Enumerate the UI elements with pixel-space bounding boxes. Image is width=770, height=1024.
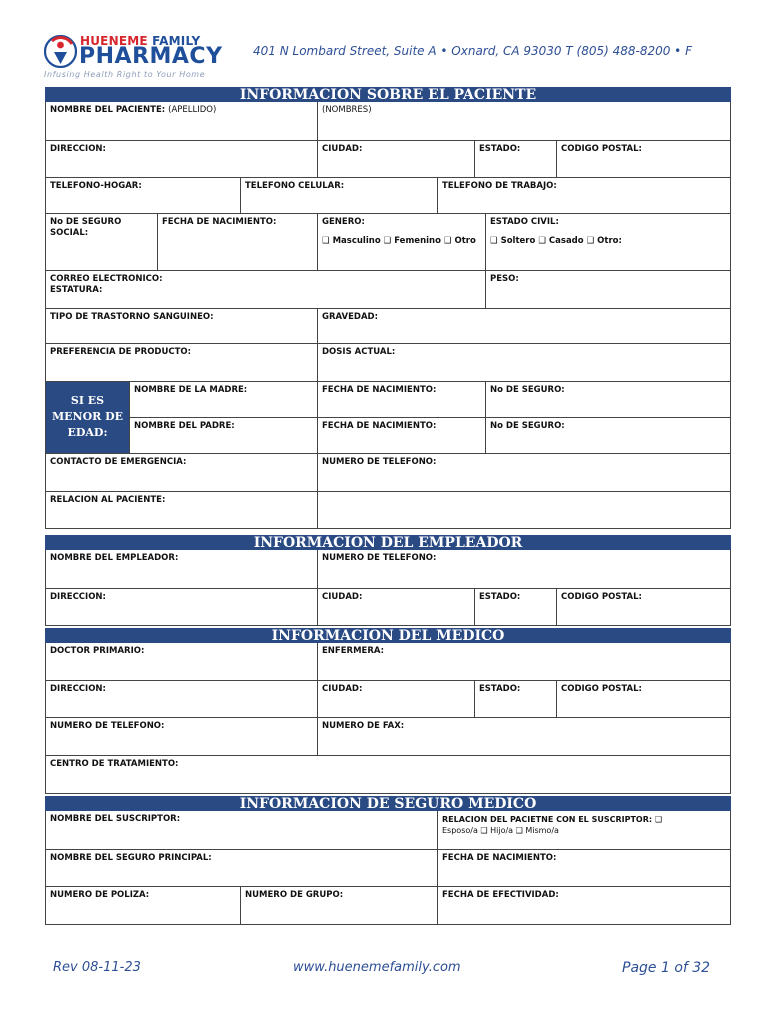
doctor-section xyxy=(45,628,731,794)
nurse-label: ENFERMERA: xyxy=(322,646,385,656)
gender-label: GENERO: xyxy=(322,217,365,227)
employer-city-field[interactable] xyxy=(317,589,474,625)
surname-hint: (APELLIDO) xyxy=(168,105,217,115)
gender-male-label: Masculino xyxy=(332,236,381,246)
marital-married-label: Casado xyxy=(548,236,584,246)
doctor-state-label: ESTADO: xyxy=(479,684,521,694)
zip-label: CODIGO POSTAL: xyxy=(561,144,642,154)
policy-number-field[interactable] xyxy=(46,887,240,924)
relation-self-label: Mismo/a xyxy=(525,826,559,835)
doctor-fax-field[interactable] xyxy=(317,718,730,755)
section-header-doctor: INFORMACION DEL MEDICO xyxy=(45,628,731,643)
severity-label: GRAVEDAD: xyxy=(322,312,378,322)
email-height-field[interactable] xyxy=(46,271,485,308)
marital-other-checkbox[interactable]: ❑ xyxy=(586,236,595,246)
nurse-field[interactable] xyxy=(317,643,730,680)
emergency-contact-label: CONTACTO DE EMERGENCIA: xyxy=(50,457,187,467)
gender-female-label: Femenino xyxy=(394,236,441,246)
relation-child-checkbox[interactable]: ❑ xyxy=(480,826,488,835)
patient-phone-row xyxy=(45,178,731,214)
doctor-city-label: CIUDAD: xyxy=(322,684,363,694)
gender-female-checkbox[interactable]: ❑ xyxy=(383,236,392,246)
section-header-insurance: INFORMACION DE SEGURO MEDICO xyxy=(45,796,731,811)
subscriber-relation-header xyxy=(442,814,727,825)
emergency-contact-field[interactable] xyxy=(46,454,317,491)
mother-row xyxy=(129,382,730,418)
relation-field[interactable] xyxy=(46,492,317,528)
blood-disorder-row xyxy=(45,309,731,344)
gender-other-label: Otro xyxy=(454,236,476,246)
pharmacy-address: 401 N Lombard Street, Suite A • Oxnard, CA 93030 T (805) 488-8200 • F xyxy=(253,44,692,58)
group-number-label: NUMERO DE GRUPO: xyxy=(245,890,344,900)
effective-date-field[interactable] xyxy=(437,887,730,924)
address-label: DIRECCION: xyxy=(50,144,106,154)
employer-city-label: CIUDAD: xyxy=(322,592,363,602)
employer-zip-label: CODIGO POSTAL: xyxy=(561,592,642,602)
father-dob-field[interactable] xyxy=(317,418,485,453)
father-ins-field[interactable] xyxy=(485,418,730,453)
home-phone-label: TELEFONO-HOGAR: xyxy=(50,181,142,191)
treatment-center-label: CENTRO DE TRATAMIENTO: xyxy=(50,759,179,769)
relation-child-label: Hijo/a xyxy=(490,826,514,835)
group-number-field[interactable] xyxy=(240,887,437,924)
subscriber-dob-label: FECHA DE NACIMIENTO: xyxy=(442,853,557,863)
emergency-phone-field[interactable] xyxy=(317,454,730,491)
employer-state-label: ESTADO: xyxy=(479,592,521,602)
gender-field xyxy=(317,214,485,270)
product-pref-label: PREFERENCIA DE PRODUCTO: xyxy=(50,347,192,357)
gender-options xyxy=(322,236,482,247)
subscriber-relation-options xyxy=(442,825,727,836)
mother-dob-label: FECHA DE NACIMIENTO: xyxy=(322,385,437,395)
employer-address-field[interactable] xyxy=(46,589,317,625)
subscriber-relation-field xyxy=(437,811,730,849)
marital-married-checkbox[interactable]: ❑ xyxy=(538,236,546,246)
policy-row xyxy=(45,887,731,925)
doctor-zip-label: CODIGO POSTAL: xyxy=(561,684,642,694)
father-ins-label: No DE SEGURO: xyxy=(490,421,565,431)
subscriber-row xyxy=(45,811,731,850)
patient-contact-row xyxy=(45,271,731,309)
relation-spouse-label: Esposo/a xyxy=(442,826,478,835)
employer-address-row xyxy=(45,589,731,626)
patient-state-field[interactable] xyxy=(474,141,556,177)
names-hint: (NOMBRES) xyxy=(322,105,372,115)
patient-name-label: NOMBRE DEL PACIENTE: xyxy=(50,105,166,115)
current-dose-field[interactable] xyxy=(317,344,730,381)
doctor-fax-label: NUMERO DE FAX: xyxy=(322,721,405,731)
ssn-label-line2: SOCIAL: xyxy=(50,228,89,238)
employer-zip-field[interactable] xyxy=(556,589,730,625)
home-phone-field[interactable] xyxy=(46,178,240,213)
section-header-patient: INFORMACION SOBRE EL PACIENTE xyxy=(45,87,731,102)
primary-doctor-label: DOCTOR PRIMARIO: xyxy=(50,646,145,656)
doctor-address-label: DIRECCION: xyxy=(50,684,106,694)
marital-other-label: Otro: xyxy=(597,236,622,246)
work-phone-label: TELEFONO DE TRABAJO: xyxy=(442,181,557,191)
gender-male-checkbox[interactable]: ❑ xyxy=(322,236,330,246)
marital-field xyxy=(485,214,730,270)
employer-name-row xyxy=(45,550,731,589)
section-header-employer: INFORMACION DEL EMPLEADOR xyxy=(45,535,731,550)
minor-line1: SI ES xyxy=(70,394,105,407)
marital-single-checkbox[interactable]: ❑ xyxy=(490,236,498,246)
policy-number-label: NUMERO DE POLIZA: xyxy=(50,890,150,900)
mother-name-field[interactable] xyxy=(129,382,317,417)
patient-city-field[interactable] xyxy=(317,141,474,177)
doctor-address-field[interactable] xyxy=(46,681,317,717)
subscriber-dob-field[interactable] xyxy=(437,850,730,886)
employer-name-label: NOMBRE DEL EMPLEADOR: xyxy=(50,553,179,563)
effective-date-label: FECHA DE EFECTIVIDAD: xyxy=(442,890,559,900)
doctor-state-field[interactable] xyxy=(474,681,556,717)
treatment-center-field[interactable] xyxy=(46,756,730,793)
city-label: CIUDAD: xyxy=(322,144,363,154)
weight-field[interactable] xyxy=(485,271,730,308)
logo-word-family: FAMILY xyxy=(152,34,201,48)
dob-label: FECHA DE NACIMIENTO: xyxy=(162,217,277,227)
minor-line3: EDAD: xyxy=(67,426,108,439)
patient-id-row xyxy=(45,214,731,271)
mother-ins-field[interactable] xyxy=(485,382,730,417)
pharmacy-logo-mark-icon xyxy=(44,35,77,68)
subscriber-relation-label: RELACION DEL PACIETNE CON EL SUSCRIPTOR: xyxy=(442,815,653,824)
page-number: Page 1 of 32 xyxy=(622,960,711,976)
marital-options xyxy=(490,236,727,247)
patient-surname-field[interactable] xyxy=(46,102,317,140)
employer-phone-field[interactable] xyxy=(317,550,730,588)
employer-address-label: DIRECCION: xyxy=(50,592,106,602)
emergency-phone-label: NUMERO DE TELEFONO: xyxy=(322,457,437,467)
patient-address-row xyxy=(45,141,731,178)
primary-insurance-label: NOMBRE DEL SEGURO PRINCIPAL: xyxy=(50,853,212,863)
state-label: ESTADO: xyxy=(479,144,521,154)
marital-single-label: Soltero xyxy=(500,236,536,246)
minor-badge xyxy=(46,382,129,453)
work-phone-field[interactable] xyxy=(437,178,730,213)
severity-field[interactable] xyxy=(317,309,730,343)
logo-word-pharmacy: PHARMACY xyxy=(79,44,223,69)
product-pref-field[interactable] xyxy=(46,344,317,381)
patient-section xyxy=(45,87,731,529)
dob-field[interactable] xyxy=(157,214,317,270)
relation-first-checkbox[interactable]: ❑ xyxy=(654,815,663,824)
product-row xyxy=(45,344,731,382)
father-row xyxy=(129,418,730,453)
relation-self-checkbox[interactable]: ❑ xyxy=(515,826,523,835)
insurance-section xyxy=(45,796,731,925)
mother-ins-label: No DE SEGURO: xyxy=(490,385,565,395)
emergency-row xyxy=(45,454,731,492)
father-name-label: NOMBRE DEL PADRE: xyxy=(134,421,235,431)
minor-line2: MENOR DE xyxy=(51,410,124,423)
doctor-city-field[interactable] xyxy=(317,681,474,717)
website-link[interactable]: www.huenemefamily.com xyxy=(293,960,461,975)
logo-word-hueneme: HUENEME xyxy=(80,34,148,48)
doctor-phone-label: NUMERO DE TELEFONO: xyxy=(50,721,165,731)
employer-phone-label: NUMERO DE TELEFONO: xyxy=(322,553,437,563)
doctor-name-row xyxy=(45,643,731,681)
treatment-center-row xyxy=(45,756,731,794)
relation-label: RELACION AL PACIENTE: xyxy=(50,495,166,505)
email-label: CORREO ELECTRONICO: xyxy=(50,274,163,284)
father-dob-label: FECHA DE NACIMIENTO: xyxy=(322,421,437,431)
doctor-phone-row xyxy=(45,718,731,756)
relation-extra-field[interactable] xyxy=(317,492,730,528)
cell-phone-field[interactable] xyxy=(240,178,437,213)
cell-phone-label: TELEFONO CELULAR: xyxy=(245,181,345,191)
patient-address-field[interactable] xyxy=(46,141,317,177)
primary-doctor-field[interactable] xyxy=(46,643,317,680)
weight-label: PESO: xyxy=(490,274,519,284)
doctor-phone-field[interactable] xyxy=(46,718,317,755)
blood-disorder-label: TIPO DE TRASTORNO SANGUINEO: xyxy=(50,312,214,322)
employer-section xyxy=(45,535,731,626)
primary-insurance-field[interactable] xyxy=(46,850,437,886)
relation-row xyxy=(45,492,731,529)
pharmacy-logo xyxy=(44,33,223,81)
doctor-address-row xyxy=(45,681,731,718)
patient-zip-field[interactable] xyxy=(556,141,730,177)
subscriber-label: NOMBRE DEL SUSCRIPTOR: xyxy=(50,814,181,824)
current-dose-label: DOSIS ACTUAL: xyxy=(322,347,396,357)
ssn-label-line1: No DE SEGURO xyxy=(50,217,122,227)
ssn-field[interactable] xyxy=(46,214,157,270)
minor-block xyxy=(45,382,731,454)
marital-label: ESTADO CIVIL: xyxy=(490,217,559,227)
gender-other-checkbox[interactable]: ❑ xyxy=(443,236,452,246)
mother-dob-field[interactable] xyxy=(317,382,485,417)
patient-name-row xyxy=(45,102,731,141)
mother-name-label: NOMBRE DE LA MADRE: xyxy=(134,385,248,395)
father-name-field[interactable] xyxy=(129,418,317,453)
employer-state-field[interactable] xyxy=(474,589,556,625)
blood-disorder-field[interactable] xyxy=(46,309,317,343)
logo-tagline: Infusing Health Right to Your Home xyxy=(44,70,206,79)
height-label: ESTATURA: xyxy=(50,285,103,295)
subscriber-field[interactable] xyxy=(46,811,437,849)
primary-insurance-row xyxy=(45,850,731,887)
doctor-zip-field[interactable] xyxy=(556,681,730,717)
revision-label: Rev 08-11-23 xyxy=(53,960,141,975)
patient-names-field[interactable] xyxy=(317,102,730,140)
employer-name-field[interactable] xyxy=(46,550,317,588)
